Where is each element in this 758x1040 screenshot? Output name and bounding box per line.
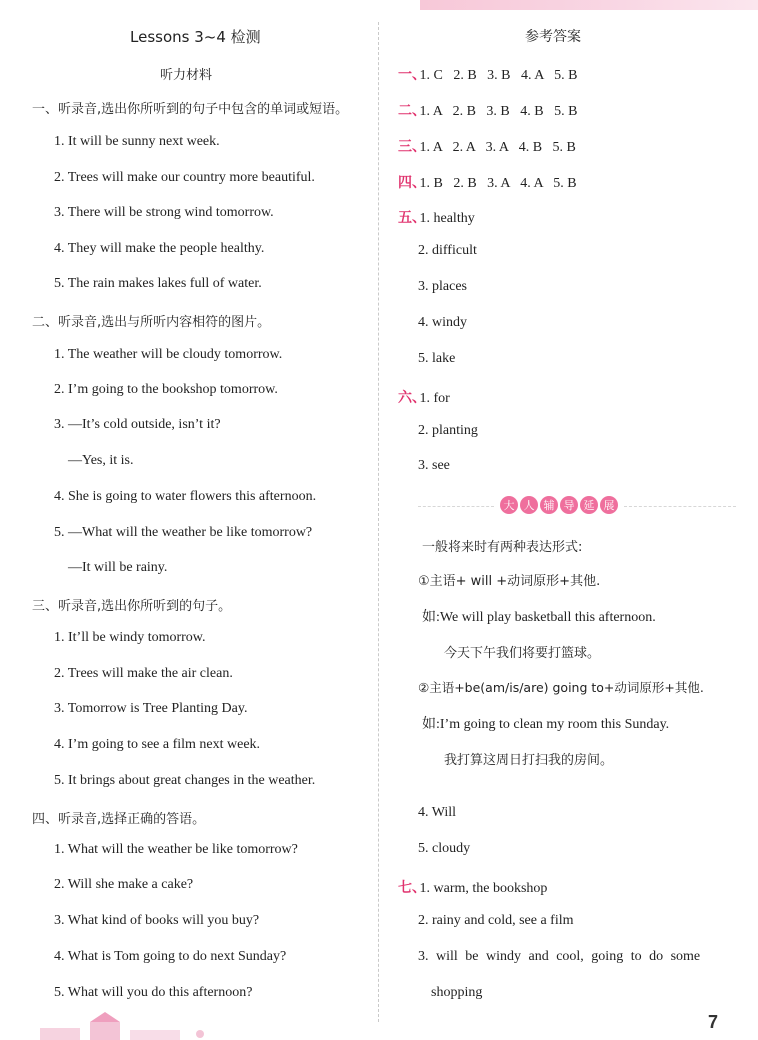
answer-row (398, 207, 475, 227)
banner-char: 大 (500, 496, 518, 514)
section-4-line: 3. What kind of books will you buy? (54, 913, 260, 928)
answer-row (398, 64, 577, 84)
section-2-line: 2. I’m going to the bookshop tomorrow. (54, 382, 278, 397)
answer-row (398, 100, 577, 120)
section-3-line: 4. I’m going to see a film next week. (54, 737, 261, 752)
section-2-line: —It will be rainy. (68, 560, 168, 575)
page-title: Lessons 3~4 检测 (130, 28, 261, 46)
section-3-heading: 三、听录音,选出你所听到的句子。 (32, 599, 232, 614)
answer-text: 2. rainy and cold, see a film (418, 913, 574, 928)
section-3-line: 2. Trees will make the air clean. (54, 666, 233, 681)
section-1-line: 3. There will be strong wind tomorrow. (54, 205, 274, 220)
column-divider (378, 22, 379, 1022)
section-1-line: 5. The rain makes lakes full of water. (54, 276, 262, 291)
section-2-line: 3. —It’s cold outside, isn’t it? (54, 417, 221, 432)
tips-example: 如:We will play basketball this afternoon. (422, 610, 656, 625)
section-2-line: 1. The weather will be cloudy tomorrow. (54, 347, 283, 362)
banner-title (500, 496, 618, 516)
answer-text: 1. warm, the bookshop (419, 881, 548, 896)
section-4-line: 1. What will the weather be like tomorrow? (54, 842, 298, 857)
section-4-heading: 四、听录音,选择正确的答语。 (32, 812, 206, 827)
section-1-line: 2. Trees will make our country more beautiful. (54, 170, 315, 185)
section-4-line: 2. Will she make a cake? (54, 877, 194, 892)
section-2-line: 4. She is going to water flowers this afternoon. (54, 489, 317, 504)
answer-row (398, 172, 577, 192)
answer-text: 1. B 2. B 3. A 4. A 5. B (419, 176, 577, 191)
answer-text: 4. Will (418, 805, 457, 820)
tips-rule: ②主语+be(am/is/are) going to+动词原形+其他. (418, 680, 704, 695)
page-number: 7 (708, 1012, 719, 1032)
section-2-line: —Yes, it is. (68, 453, 134, 468)
answer-text: 5. lake (418, 351, 456, 366)
answer-text: 1. A 2. A 3. A 4. B 5. B (419, 140, 576, 155)
answer-text: 1. C 2. B 3. B 4. A 5. B (419, 68, 578, 83)
answer-row (398, 387, 450, 407)
tips-translation: 我打算这周日打扫我的房间。 (444, 753, 614, 768)
answer-row (398, 136, 576, 156)
answer-text: 3. see (418, 458, 450, 473)
answer-text: 3. places (418, 279, 467, 294)
section-number: 六、 (398, 390, 426, 406)
section-3-line: 5. It brings about great changes in the weather. (54, 773, 316, 788)
section-1-line: 4. They will make the people healthy. (54, 241, 265, 256)
answer-row (398, 877, 547, 897)
answer-key-title: 参考答案 (525, 29, 581, 45)
tips-banner (418, 496, 736, 516)
section-2-line: 5. —What will the weather be like tomorrow? (54, 525, 313, 540)
section-4-line: 4. What is Tom going to do next Sunday? (54, 949, 287, 964)
banner-char: 人 (520, 496, 538, 514)
header-decoration-strip (420, 0, 758, 10)
banner-char: 辅 (540, 496, 558, 514)
answer-text: 2. planting (418, 423, 478, 438)
banner-char: 导 (560, 496, 578, 514)
castle-decoration (30, 1012, 230, 1040)
answer-text: 2. difficult (418, 243, 477, 258)
section-1-heading: 一、听录音,选出你所听到的句子中包含的单词或短语。 (32, 102, 349, 117)
section-number: 二、 (398, 103, 426, 119)
answer-text: 1. healthy (419, 211, 475, 226)
section-number: 三、 (398, 139, 426, 155)
section-1-line: 1. It will be sunny next week. (54, 134, 220, 149)
section-number: 四、 (398, 175, 426, 191)
answer-text: 3. will be windy and cool, going to do some (418, 949, 701, 964)
tips-intro: 一般将来时有两种表达形式: (422, 540, 583, 555)
section-4-line: 5. What will you do this afternoon? (54, 985, 253, 1000)
tips-translation: 今天下午我们将要打篮球。 (444, 646, 601, 661)
banner-dash (418, 506, 494, 507)
section-number: 五、 (398, 210, 426, 226)
section-2-heading: 二、听录音,选出与所听内容相符的图片。 (32, 315, 271, 330)
section-3-line: 3. Tomorrow is Tree Planting Day. (54, 701, 248, 716)
answer-text: 1. A 2. B 3. B 4. B 5. B (419, 104, 578, 119)
answer-text: shopping (431, 985, 483, 1000)
section-number: 七、 (398, 880, 426, 896)
answer-text: 5. cloudy (418, 841, 471, 856)
tips-example: 如:I’m going to clean my room this Sunday. (422, 717, 670, 732)
answer-text: 4. windy (418, 315, 467, 330)
banner-char: 展 (600, 496, 618, 514)
section-number: 一、 (398, 67, 426, 83)
answer-text: 1. for (419, 391, 450, 406)
banner-char: 延 (580, 496, 598, 514)
section-3-line: 1. It’ll be windy tomorrow. (54, 630, 206, 645)
tips-rule: ①主语+ will +动词原形+其他. (418, 574, 601, 589)
listening-material-heading: 听力材料 (160, 68, 213, 83)
banner-dash (624, 506, 736, 507)
